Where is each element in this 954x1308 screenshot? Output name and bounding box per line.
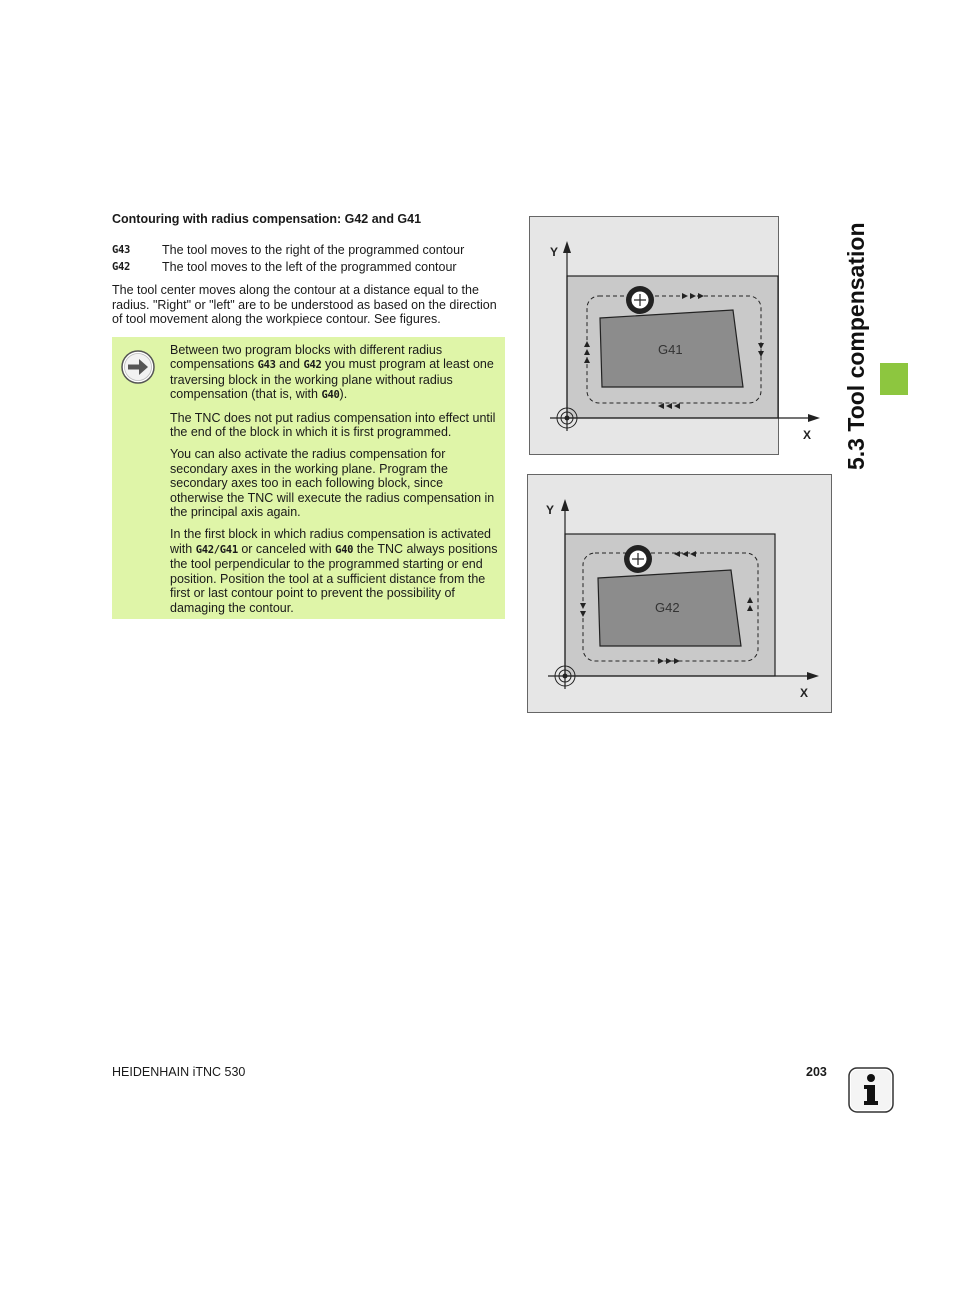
definition-code: G42: [112, 260, 131, 273]
page-number: 203: [806, 1065, 827, 1079]
y-axis-label: Y: [546, 503, 555, 517]
note-box: [112, 337, 505, 619]
arrow-right-icon: [120, 349, 156, 385]
definition-item: [112, 241, 512, 258]
info-icon: [847, 1066, 895, 1114]
y-axis-label: Y: [550, 245, 559, 259]
definition-list: [112, 241, 512, 275]
figure-g42: [527, 474, 832, 713]
figure-g41: [529, 216, 812, 455]
definition-code: G43: [112, 243, 131, 256]
section-tab-marker: [880, 363, 908, 395]
x-axis-label: X: [803, 428, 812, 442]
note-paragraph: The TNC does not put radius compensation into effect until the end of the block in which it is first programmed.: [170, 410, 496, 440]
intro-paragraph: The tool center moves along the contour at a distance equal to the radius. "Right" or "left" are to be understood as based on the direction of tool movement along the workpiece contour. See figures.: [112, 283, 497, 326]
g42-diagram: [528, 475, 831, 712]
x-axis-label: X: [800, 686, 809, 700]
figure-label: G41: [658, 342, 683, 357]
note-paragraph: Between two program blocks with different radius compensations G43 and G42 you must program at least one traversing block in the working plane without radius compensation (that is, with G40).: [170, 343, 494, 402]
footer-manual-title: HEIDENHAIN iTNC 530: [112, 1065, 246, 1079]
note-text: [170, 343, 498, 623]
g41-diagram: [530, 217, 812, 454]
figure-label: G42: [655, 600, 680, 615]
section-heading: Contouring with radius compensation: G42 and G41: [112, 212, 422, 226]
definition-item: [112, 258, 512, 275]
definition-text: The tool moves to the right of the programmed contour: [162, 242, 465, 257]
section-tab-title: 5.3 Tool compensation: [843, 222, 869, 470]
note-paragraph: In the first block in which radius compensation is activated with G42/G41 or canceled with G40 the TNC always positions the tool perpendicular to the programmed starting or end position. Position the tool at a sufficient distance from the first or last contour point to prevent the possibility of damaging the contour.: [170, 527, 498, 615]
milling-tool-icon: [626, 286, 654, 314]
definition-text: The tool moves to the left of the programmed contour: [162, 259, 457, 274]
milling-tool-icon: [624, 545, 652, 573]
note-paragraph: You can also activate the radius compensation for secondary axes in the working plane. Program the secondary axes too in each following block, since otherwise the TNC will execute the radius compensation in the principal axis again.: [170, 447, 495, 520]
